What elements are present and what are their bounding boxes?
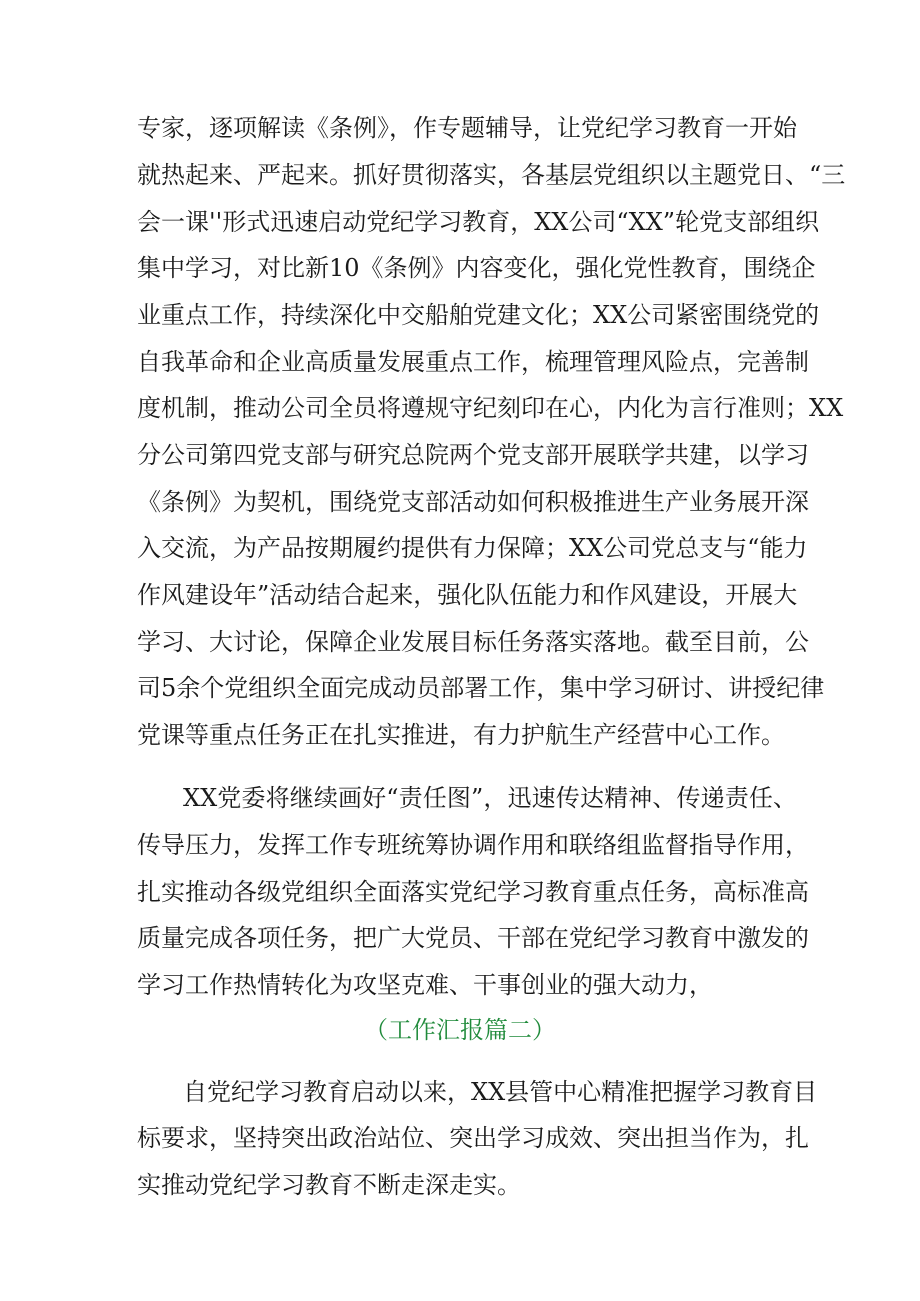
- paragraph-line: 自党纪学习教育启动以来，XX县管中心精准把握学习教育目: [183, 1078, 818, 1106]
- paragraph-line: 实推动党纪学习教育不断走深走实。: [137, 1171, 521, 1199]
- paragraph-line: 党课等重点任务正在扎实推进，有力护航生产经营中心工作。: [137, 721, 785, 749]
- paragraph-line: 集中学习，对比新10《条例》内容变化，强化党性教育，围绕企: [137, 254, 816, 282]
- paragraph-line: 《条例》为契机，围绕党支部活动如何积极推进生产业务展开深: [137, 488, 809, 516]
- paragraph-line: 分公司第四党支部与研究总院两个党支部开展联学共建，以学习: [137, 441, 809, 469]
- paragraph-line: 会一课''形式迅速启动党纪学习教育，XX公司“XX”轮党支部组织: [137, 208, 820, 236]
- paragraph-line: 专家，逐项解读《条例》，作专题辅导，让党纪学习教育一开始: [137, 114, 797, 142]
- paragraph-line: 学习工作热情转化为攻坚克难、干事创业的强大动力，: [137, 971, 713, 999]
- paragraph-line: 度机制，推动公司全员将遵规守纪刻印在心，内化为言行准则；XX: [137, 394, 844, 422]
- paragraph-line: 入交流，为产品按期履约提供有力保障；XX公司党总支与“能力: [137, 534, 808, 562]
- paragraph-line: 扎实推动各级党组织全面落实党纪学习教育重点任务，高标准高: [137, 878, 809, 906]
- paragraph-line: 作风建设年”活动结合起来，强化队伍能力和作风建设，开展大: [137, 581, 798, 609]
- paragraph-line: 司5余个党组织全面完成动员部署工作，集中学习研讨、讲授纪律: [137, 674, 825, 702]
- paragraph-line: 就热起来、严起来。抓好贯彻落实，各基层党组织以主题党日、“三: [137, 161, 846, 189]
- paragraph-line: 质量完成各项任务，把广大党员、干部在党纪学习教育中激发的: [137, 924, 809, 952]
- paragraph-line: XX党委将继续画好“责任图”，迅速传达精神、传递责任、: [183, 784, 797, 812]
- paragraph-line: 标要求，坚持突出政治站位、突出学习成效、突出担当作为，扎: [137, 1124, 809, 1152]
- paragraph-line: 自我革命和企业高质量发展重点工作，梳理管理风险点，完善制: [137, 348, 809, 376]
- paragraph-line: 业重点工作，持续深化中交船舶党建文化；XX公司紧密围绕党的: [137, 301, 820, 329]
- paragraph-line: 学习、大讨论，保障企业发展目标任务落实落地。截至目前，公: [137, 628, 809, 656]
- section-heading: （工作汇报篇二）: [364, 1016, 556, 1044]
- paragraph-line: 传导压力，发挥工作专班统筹协调作用和联络组监督指导作用，: [137, 831, 809, 859]
